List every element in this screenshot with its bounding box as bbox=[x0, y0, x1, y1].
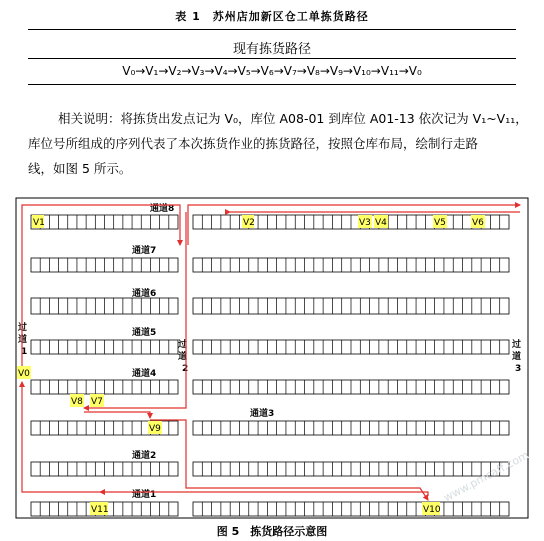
cross-aisle-2-char-2: 道 bbox=[178, 352, 188, 362]
cross-aisle-3-char-1: 过 bbox=[512, 340, 522, 350]
table-header: 现有拣货路径 bbox=[232, 42, 311, 57]
point-v4: V4 bbox=[375, 218, 387, 228]
pick-points bbox=[17, 215, 485, 515]
paragraph-line-3: 线，如图 5 所示。 bbox=[28, 161, 132, 176]
aisle-label-1: 通道1 bbox=[132, 490, 157, 500]
cross-aisle-2-char-3: 2 bbox=[182, 364, 189, 374]
paragraph-line-2: 库位号所组成的序列代表了本次拣货作业的拣货路径，按照仓库布局，绘制行走路 bbox=[28, 136, 479, 151]
point-v11: V11 bbox=[91, 505, 109, 515]
point-v6: V6 bbox=[472, 218, 484, 228]
cross-aisle-1-char-2: 道 bbox=[18, 335, 28, 345]
cross-aisle-3-char-2: 道 bbox=[512, 352, 522, 362]
point-v7: V7 bbox=[91, 397, 103, 407]
point-v3: V3 bbox=[359, 218, 371, 228]
paragraph-line-1: 相关说明：将拣货出发点记为 V₀，库位 A08-01 到库位 A01-13 依次记为 V₁~V₁₁， bbox=[58, 111, 528, 126]
point-v10: V10 bbox=[423, 505, 441, 515]
point-v2: V2 bbox=[243, 218, 255, 228]
cross-aisle-2-char-1: 过 bbox=[178, 340, 188, 350]
aisle-label-3: 通道3 bbox=[250, 409, 275, 419]
aisle-label-6: 通道6 bbox=[132, 289, 157, 299]
aisle-label-2: 通道2 bbox=[132, 451, 157, 461]
cross-aisle-labels bbox=[17, 321, 521, 374]
point-v1: V1 bbox=[33, 218, 45, 228]
point-v8: V8 bbox=[71, 397, 83, 407]
pick-route bbox=[22, 205, 520, 500]
aisle-label-4: 通道4 bbox=[132, 369, 157, 379]
cross-aisle-1-char-1: 过 bbox=[18, 323, 28, 333]
aisle-label-7: 通道7 bbox=[132, 246, 157, 256]
warehouse-border bbox=[16, 198, 528, 518]
table-path-row: V₀→V₁→V₂→V₃→V₄→V₅→V₆→V₇→V₈→V₉→V₁₀→V₁₁→V₀ bbox=[122, 64, 422, 78]
aisle-labels bbox=[132, 202, 274, 500]
aisle-label-8: 通道8 bbox=[150, 204, 175, 214]
point-v9: V9 bbox=[149, 424, 161, 434]
point-v0: V0 bbox=[18, 369, 30, 379]
shelf-grid bbox=[31, 215, 509, 516]
figure-caption: 图 5 拣货路径示意图 bbox=[216, 525, 328, 538]
point-v5: V5 bbox=[434, 218, 446, 228]
cross-aisle-3-char-3: 3 bbox=[515, 364, 522, 374]
cross-aisle-1-char-3: 1 bbox=[21, 347, 28, 357]
aisle-label-5: 通道5 bbox=[132, 328, 157, 338]
watermark: www.pmcaff.com bbox=[441, 448, 532, 505]
table-title: 表 1 苏州店加新区仓工单拣货路径 bbox=[175, 10, 369, 23]
